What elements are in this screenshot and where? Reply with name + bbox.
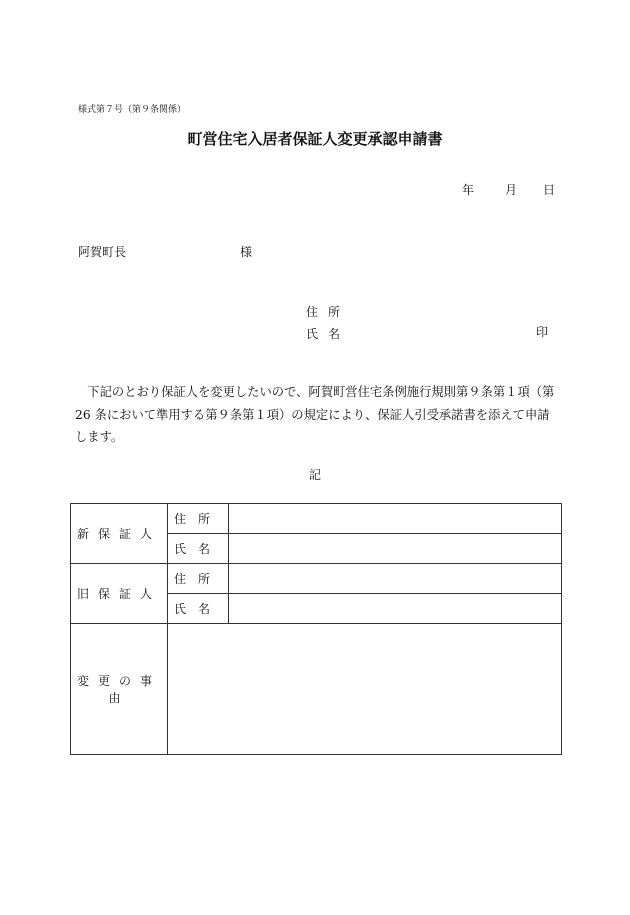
seal-mark: 印 bbox=[536, 325, 549, 339]
ki-heading: 記 bbox=[308, 468, 321, 482]
new-guarantor-label: 新保証人 bbox=[71, 504, 168, 564]
old-guarantor-label: 旧保証人 bbox=[71, 564, 168, 624]
old-name-label: 氏名 bbox=[168, 594, 229, 624]
new-name-label: 氏名 bbox=[168, 534, 229, 564]
new-name-field[interactable] bbox=[229, 534, 562, 564]
form-number: 様式第７号（第９条関係） bbox=[78, 105, 187, 115]
applicant-name-label: 氏名 bbox=[306, 327, 351, 341]
change-reason-label: 変更の事由 bbox=[71, 624, 168, 755]
guarantor-table bbox=[70, 503, 562, 755]
old-name-field[interactable] bbox=[229, 594, 562, 624]
date-year-label: 年 bbox=[462, 183, 475, 197]
old-address-field[interactable] bbox=[229, 564, 562, 594]
applicant-address-label: 住所 bbox=[306, 305, 351, 319]
new-address-label: 住所 bbox=[168, 504, 229, 534]
addressee-name: 阿賀町長 bbox=[78, 245, 127, 259]
date-month-label: 月 bbox=[505, 183, 518, 197]
change-reason-field[interactable] bbox=[168, 624, 562, 755]
page-title: 町営住宅入居者保証人変更承認申請書 bbox=[187, 130, 443, 148]
date-day-label: 日 bbox=[543, 183, 556, 197]
request-body-text: 下記のとおり保証人を変更したいので、阿賀町営住宅条例施行規則第９条第１項（第 26 条において準用する第９条第１項）の規定により、保証人引受承諾書を添えて申請します。 bbox=[75, 385, 555, 444]
new-address-field[interactable] bbox=[229, 504, 562, 534]
addressee-honorific: 様 bbox=[240, 245, 253, 259]
old-address-label: 住所 bbox=[168, 564, 229, 594]
